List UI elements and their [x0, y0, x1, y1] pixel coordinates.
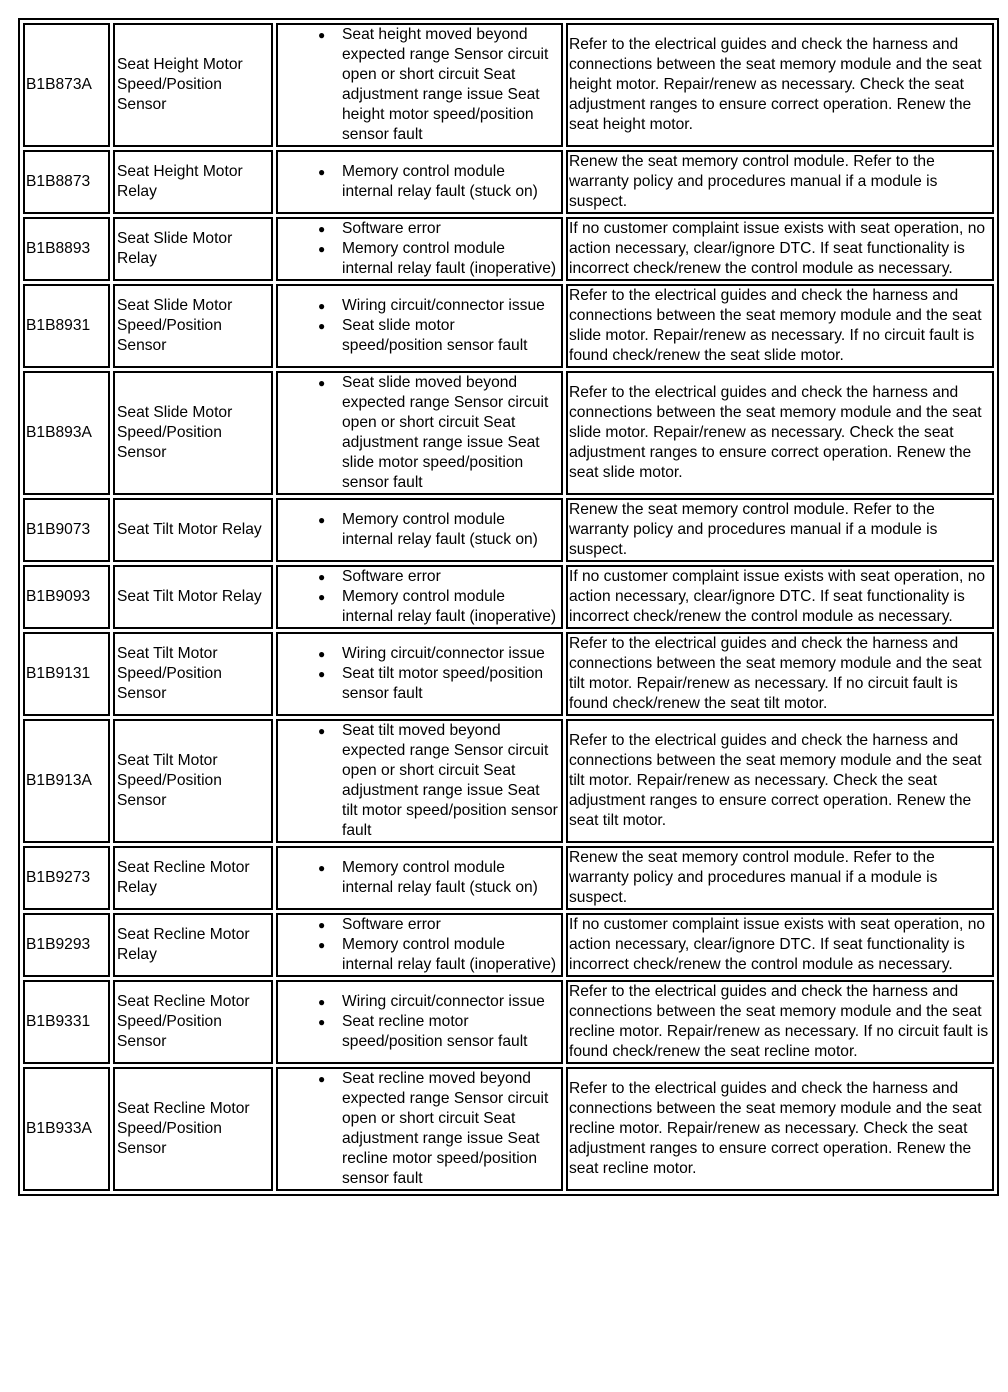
- dtc-code-cell: [23, 23, 110, 147]
- table-row: [23, 371, 994, 495]
- action-cell: [566, 980, 994, 1064]
- dtc-code-cell: [23, 217, 110, 281]
- dtc-code-cell: [23, 150, 110, 214]
- cause-item: ● Memory control module internal relay fault (inoperative): [278, 239, 559, 279]
- dtc-code-cell: [23, 980, 110, 1064]
- component-description-cell: [113, 150, 273, 214]
- action-cell: [566, 846, 994, 910]
- action-cell: [566, 498, 994, 562]
- possible-causes-cell: [276, 217, 563, 281]
- dtc-code: B1B9331: [26, 1013, 91, 1030]
- action-text: If no customer complaint issue exists with seat operation, no action necessary, clear/ignore DTC. If seat functionality is incorrect check/renew the control module as necessary.: [569, 220, 986, 277]
- cause-item: ● Software error: [278, 567, 559, 587]
- action-text: Refer to the electrical guides and check the harness and connections between the seat memory module and the seat height motor. Repair/renew as necessary. Check the seat adjustment ranges to ensure correct operation. Renew the seat height motor.: [569, 36, 982, 133]
- component-description-cell: [113, 632, 273, 716]
- table-row: [23, 980, 994, 1064]
- possible-causes-cell: [276, 980, 563, 1064]
- dtc-code-cell: [23, 371, 110, 495]
- action-cell: [566, 150, 994, 214]
- action-text: Refer to the electrical guides and check the harness and connections between the seat memory module and the seat recline motor. Repair/renew as necessary. Check the seat adjustment ranges to ensure correct operation. Renew the seat recline motor.: [569, 1080, 982, 1177]
- action-text: Renew the seat memory control module. Refer to the warranty policy and procedures manual if a module is suspect.: [569, 849, 938, 906]
- action-text: Refer to the electrical guides and check the harness and connections between the seat memory module and the seat recline motor. Repair/renew as necessary. If no circuit fault is found check/renew the seat recline motor.: [569, 983, 989, 1060]
- cause-item: ● Software error: [278, 915, 559, 935]
- dtc-code: B1B9093: [26, 588, 91, 605]
- possible-causes-cell: [276, 498, 563, 562]
- possible-causes-list: [278, 858, 559, 898]
- component-description-cell: [113, 498, 273, 562]
- component-description-cell: [113, 565, 273, 629]
- action-cell: [566, 719, 994, 843]
- component-description-cell: [113, 719, 273, 843]
- component-description: Seat Height Motor Relay: [117, 163, 243, 200]
- cause-item: ● Seat tilt moved beyond expected range Sensor circuit open or short circuit Seat adjustment range issue Seat tilt motor speed/position sensor fault: [278, 721, 559, 841]
- cause-item: ● Seat slide motor speed/position sensor fault: [278, 316, 559, 356]
- component-description-cell: [113, 217, 273, 281]
- dtc-code-cell: [23, 632, 110, 716]
- possible-causes-list: [278, 162, 559, 202]
- action-text: Renew the seat memory control module. Refer to the warranty policy and procedures manual if a module is suspect.: [569, 501, 938, 558]
- component-description: Seat Recline Motor Relay: [117, 926, 250, 963]
- dtc-code: B1B9273: [26, 869, 91, 886]
- possible-causes-list: [278, 296, 559, 356]
- dtc-code-cell: [23, 719, 110, 843]
- possible-causes-cell: [276, 565, 563, 629]
- cause-item: ● Memory control module internal relay fault (stuck on): [278, 162, 559, 202]
- component-description: Seat Height Motor Speed/Position Sensor: [117, 56, 243, 113]
- action-text: Refer to the electrical guides and check the harness and connections between the seat memory module and the seat tilt motor. Repair/renew as necessary. Check the seat adjustment ranges to ensure correct operation. Renew the seat tilt motor.: [569, 732, 982, 829]
- possible-causes-cell: [276, 23, 563, 147]
- dtc-code: B1B9131: [26, 665, 91, 682]
- component-description-cell: [113, 980, 273, 1064]
- action-text: Refer to the electrical guides and check the harness and connections between the seat memory module and the seat slide motor. Repair/renew as necessary. If no circuit fault is found check/renew the seat slide motor.: [569, 287, 982, 364]
- cause-item: ● Memory control module internal relay fault (stuck on): [278, 858, 559, 898]
- component-description-cell: [113, 846, 273, 910]
- dtc-code-cell: [23, 284, 110, 368]
- possible-causes-list: [278, 25, 559, 145]
- cause-item: ● Wiring circuit/connector issue: [278, 644, 559, 664]
- cause-item: ● Seat recline moved beyond expected range Sensor circuit open or short circuit Seat adjustment range issue Seat recline motor speed/position sensor fault: [278, 1069, 559, 1189]
- component-description: Seat Recline Motor Speed/Position Sensor: [117, 1100, 250, 1157]
- table-row: [23, 632, 994, 716]
- possible-causes-cell: [276, 371, 563, 495]
- cause-item: ● Software error: [278, 219, 559, 239]
- dtc-code: B1B8893: [26, 240, 91, 257]
- dtc-code: B1B873A: [26, 76, 92, 93]
- dtc-code: B1B933A: [26, 1120, 92, 1137]
- dtc-code: B1B8931: [26, 317, 91, 334]
- action-text: Refer to the electrical guides and check the harness and connections between the seat memory module and the seat slide motor. Repair/renew as necessary. Check the seat adjustment ranges to ensure correct operation. Renew the seat slide motor.: [569, 384, 982, 481]
- dtc-code-cell: [23, 913, 110, 977]
- table-row: [23, 498, 994, 562]
- dtc-code-cell: [23, 1067, 110, 1191]
- action-cell: [566, 565, 994, 629]
- action-cell: [566, 284, 994, 368]
- cause-item: ● Wiring circuit/connector issue: [278, 296, 559, 316]
- dtc-code: B1B913A: [26, 772, 92, 789]
- possible-causes-cell: [276, 284, 563, 368]
- action-text: Renew the seat memory control module. Refer to the warranty policy and procedures manual if a module is suspect.: [569, 153, 938, 210]
- component-description-cell: [113, 284, 273, 368]
- possible-causes-cell: [276, 846, 563, 910]
- possible-causes-cell: [276, 150, 563, 214]
- component-description: Seat Recline Motor Relay: [117, 859, 250, 896]
- possible-causes-list: [278, 510, 559, 550]
- cause-item: ● Memory control module internal relay fault (inoperative): [278, 935, 559, 975]
- action-cell: [566, 1067, 994, 1191]
- component-description: Seat Tilt Motor Relay: [117, 521, 262, 538]
- table-row: [23, 565, 994, 629]
- cause-item: ● Seat slide moved beyond expected range Sensor circuit open or short circuit Seat adjustment range issue Seat slide motor speed/position sensor fault: [278, 373, 559, 493]
- dtc-code: B1B9073: [26, 521, 91, 538]
- component-description: Seat Recline Motor Speed/Position Sensor: [117, 993, 250, 1050]
- dtc-table: [18, 18, 999, 1196]
- possible-causes-list: [278, 567, 559, 627]
- action-cell: [566, 371, 994, 495]
- cause-item: ● Seat height moved beyond expected range Sensor circuit open or short circuit Seat adjustment range issue Seat height motor speed/position sensor fault: [278, 25, 559, 145]
- cause-item: ● Seat recline motor speed/position sensor fault: [278, 1012, 559, 1052]
- component-description-cell: [113, 913, 273, 977]
- dtc-code-cell: [23, 498, 110, 562]
- dtc-code: B1B9293: [26, 936, 91, 953]
- action-text: Refer to the electrical guides and check the harness and connections between the seat memory module and the seat tilt motor. Repair/renew as necessary. If no circuit fault is found check/renew the seat tilt motor.: [569, 635, 982, 712]
- possible-causes-list: [278, 644, 559, 704]
- table-row: [23, 23, 994, 147]
- dtc-code-cell: [23, 846, 110, 910]
- possible-causes-list: [278, 992, 559, 1052]
- possible-causes-list: [278, 1069, 559, 1189]
- table-row: [23, 150, 994, 214]
- component-description-cell: [113, 371, 273, 495]
- possible-causes-list: [278, 721, 559, 841]
- dtc-code: B1B893A: [26, 424, 92, 441]
- table-row: [23, 719, 994, 843]
- action-cell: [566, 632, 994, 716]
- dtc-code: B1B8873: [26, 173, 91, 190]
- cause-item: ● Seat tilt motor speed/position sensor fault: [278, 664, 559, 704]
- component-description-cell: [113, 1067, 273, 1191]
- cause-item: ● Memory control module internal relay fault (stuck on): [278, 510, 559, 550]
- table-row: [23, 217, 994, 281]
- action-text: If no customer complaint issue exists with seat operation, no action necessary, clear/ignore DTC. If seat functionality is incorrect check/renew the control module as necessary.: [569, 568, 986, 625]
- table-row: [23, 846, 994, 910]
- table-row: [23, 913, 994, 977]
- component-description: Seat Tilt Motor Speed/Position Sensor: [117, 645, 222, 702]
- action-cell: [566, 217, 994, 281]
- cause-item: ● Memory control module internal relay fault (inoperative): [278, 587, 559, 627]
- dtc-table-body: [23, 23, 994, 1191]
- possible-causes-cell: [276, 1067, 563, 1191]
- component-description: Seat Slide Motor Speed/Position Sensor: [117, 297, 233, 354]
- component-description: Seat Tilt Motor Speed/Position Sensor: [117, 752, 222, 809]
- action-cell: [566, 23, 994, 147]
- possible-causes-cell: [276, 913, 563, 977]
- component-description: Seat Slide Motor Speed/Position Sensor: [117, 404, 233, 461]
- possible-causes-cell: [276, 632, 563, 716]
- dtc-code-cell: [23, 565, 110, 629]
- action-text: If no customer complaint issue exists with seat operation, no action necessary, clear/ignore DTC. If seat functionality is incorrect check/renew the control module as necessary.: [569, 916, 986, 973]
- cause-item: ● Wiring circuit/connector issue: [278, 992, 559, 1012]
- table-row: [23, 284, 994, 368]
- action-cell: [566, 913, 994, 977]
- possible-causes-list: [278, 915, 559, 975]
- component-description: Seat Tilt Motor Relay: [117, 588, 262, 605]
- component-description: Seat Slide Motor Relay: [117, 230, 233, 267]
- possible-causes-cell: [276, 719, 563, 843]
- table-row: [23, 1067, 994, 1191]
- component-description-cell: [113, 23, 273, 147]
- possible-causes-list: [278, 373, 559, 493]
- possible-causes-list: [278, 219, 559, 279]
